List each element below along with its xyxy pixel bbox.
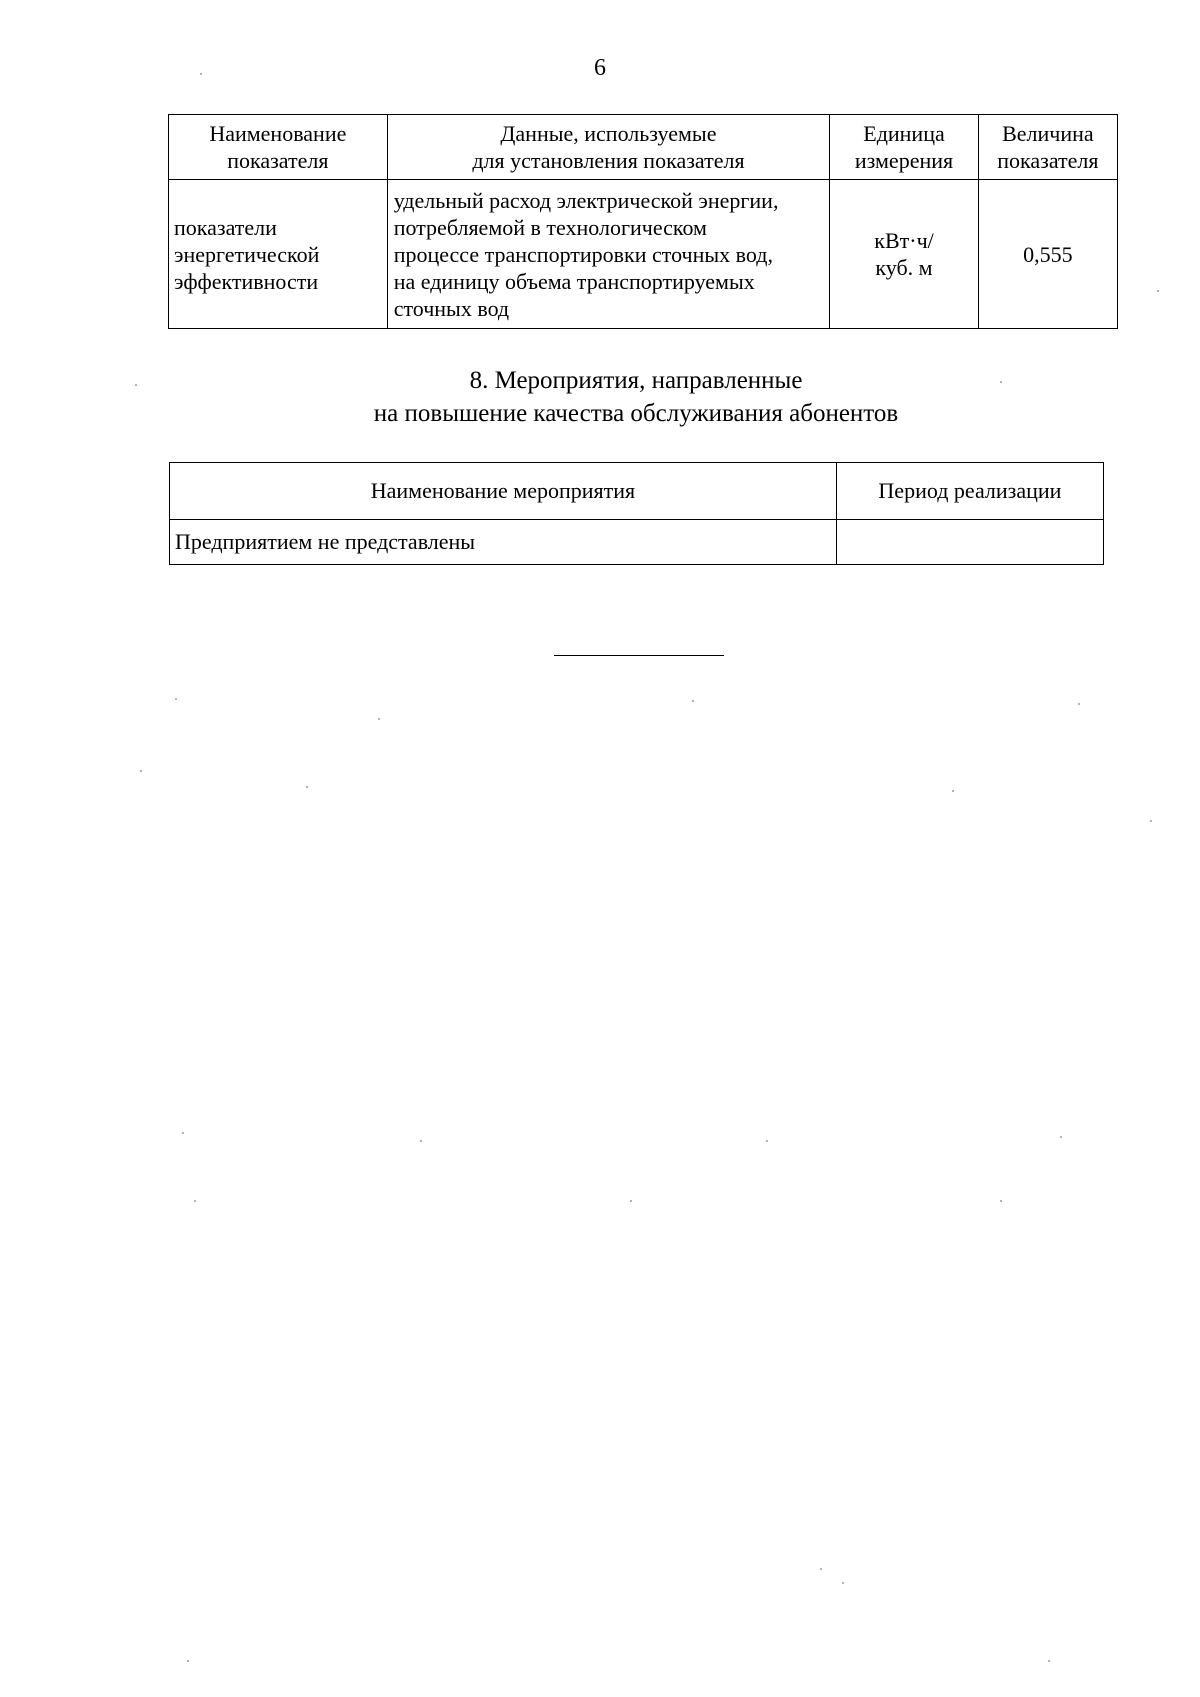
scan-speck [952, 790, 954, 792]
cell-period [836, 520, 1103, 565]
scan-speck [187, 1660, 189, 1662]
scan-speck [1157, 290, 1159, 292]
scan-speck [135, 384, 137, 386]
cell-indicator-data-text: удельный расход электрической энергии, потребляемой в технологическом процессе транспортировки сточных вод, на единицу объема транспортируемых сточных вод [393, 187, 779, 321]
scan-speck [200, 73, 202, 75]
cell-indicator-data [387, 180, 830, 329]
measures-table-header-row [170, 463, 1104, 520]
scan-speck [1048, 1660, 1050, 1662]
cell-measure-name: Предприятием не представлены [170, 520, 837, 565]
section-title-line2: на повышение качества обслуживания абонентов [373, 400, 899, 427]
scan-speck [1078, 703, 1080, 705]
cell-indicator-name [169, 180, 388, 329]
scan-speck [692, 700, 694, 702]
scan-speck [306, 786, 308, 788]
end-of-document-rule [554, 655, 724, 656]
scan-speck [140, 770, 142, 772]
indicator-table [168, 114, 1118, 329]
scan-speck [630, 1200, 632, 1202]
scan-speck [194, 1200, 196, 1202]
header-value [978, 115, 1117, 180]
header-period: Период реализации [836, 463, 1103, 520]
measures-table [169, 462, 1104, 565]
cell-unit-text: кВт·ч/ куб. м [874, 228, 934, 280]
indicator-table-header-row [169, 115, 1118, 180]
scan-speck [182, 1132, 184, 1134]
table-row [170, 520, 1104, 565]
header-indicator-data-text: Данные, используемые для установления показателя [472, 121, 745, 173]
scan-speck [820, 1568, 822, 1570]
header-unit [830, 115, 979, 180]
scan-speck [378, 718, 380, 720]
page-number: 6 [594, 55, 606, 81]
scan-speck [1000, 381, 1002, 383]
table-row [169, 180, 1118, 329]
header-indicator-name [169, 115, 388, 180]
header-indicator-data [387, 115, 830, 180]
section-title-line1: 8. Мероприятия, направленные [469, 367, 803, 394]
scan-speck [1150, 820, 1152, 822]
cell-value [978, 180, 1117, 329]
scan-speck [766, 1140, 768, 1142]
header-value-text: Величина показателя [997, 121, 1099, 173]
scan-speck [1000, 1200, 1002, 1202]
scan-speck [175, 698, 177, 700]
header-indicator-name-text: Наименование показателя [209, 121, 347, 173]
cell-indicator-name-text: показатели энергетической эффективности [174, 214, 320, 294]
header-measure-name: Наименование мероприятия [170, 463, 837, 520]
cell-unit [830, 180, 979, 329]
scan-speck [842, 1582, 844, 1584]
cell-value-text: 0,555 [1023, 241, 1073, 267]
header-unit-text: Единица измерения [854, 121, 954, 173]
scan-speck [1060, 1136, 1062, 1138]
scan-speck [420, 1140, 422, 1142]
